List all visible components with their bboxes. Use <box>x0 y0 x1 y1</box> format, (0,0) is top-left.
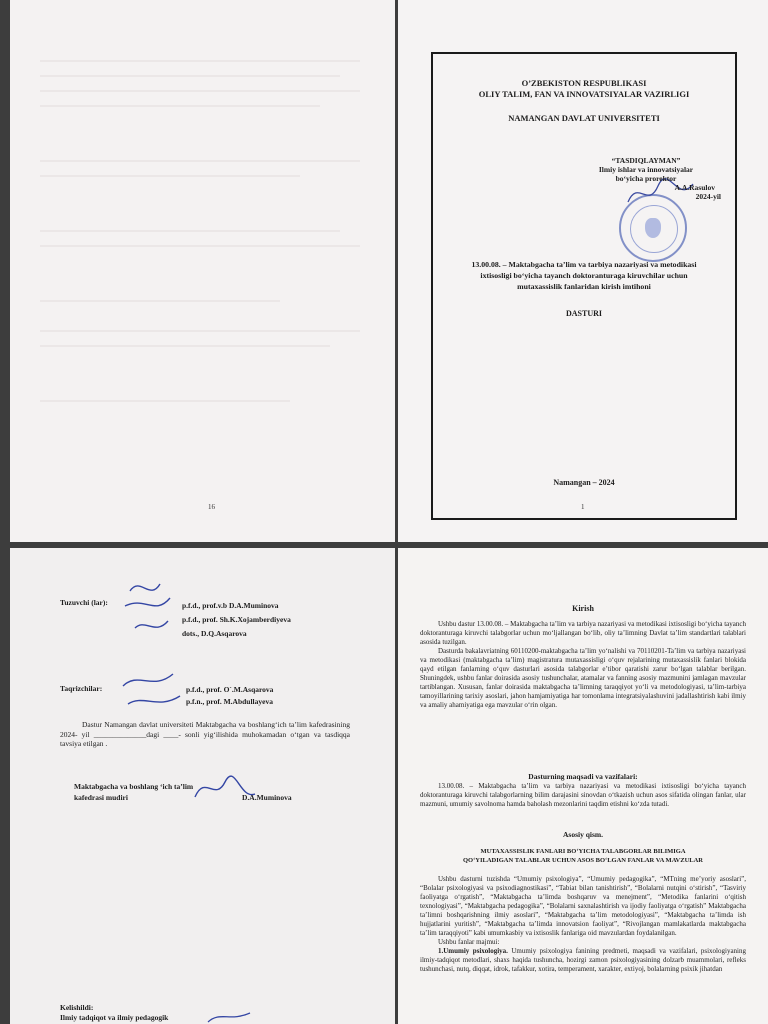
section-heading-1: MUTAXASSISLIK FANLARI BO‘YICHA TALABGORLAR BILIMIGA <box>480 848 686 855</box>
subject-line-2: ixtisosligi bo‘yicha tayanch doktoranturaga kiruvchilar uchun <box>480 271 688 280</box>
reviewers-label: Taqrizchilar: <box>60 684 103 693</box>
paragraph-4: Ushbu dasturni tuzishda “Umumiy psixologiya”, “Umumiy pedagogika”, “MTning me’yoriy asoslari”, “Bolalar psixologiyasi va psixodiagnostikasi”, “Tabiat bilan tanishtirish”, “Bolalarni nutqini o‘stirish”, “Tasviriy faoliyatga o‘rgatish”, “Maktabgacha ta’limda boshqaruv va menejment”, “Metodika fanlarini o‘qitish texnologiyasi”, “Maktabgacha pedagogika”, “Bolalarni saxnalashtirish va ijodiy faoliyatga o‘rgatish” Maktabgacha ta’limni boshqarishning ilmiy asoslari”, “Maktabgacha ta’lim metodologiyasi”, “Maktabgacha ta’limda ish hujjatlarini yuritish”, “Maktabgacha ta’limda innovatsion faoliyat”, “Rivojlangan mamlakatlarda maktabgacha ta’lim taraqqiyoti” kabi umumkasbiy va ixtisoslik fanlariga oid mavzulardan foydalanilgan. <box>420 875 746 937</box>
agreed-label: Kelishildi: <box>60 1003 94 1012</box>
paragraph-6-lead: 1.Umumiy psixologiya. <box>438 947 508 955</box>
reviewer-2: p.f.n., prof. M.Abdullayeva <box>186 697 273 706</box>
approval-line2: bo‘yicha prorektor <box>615 174 677 183</box>
paragraph-3: 13.00.08. – Maktabgacha ta’lim va tarbiya nazariyasi va metodikasi ixtisosligi bo‘yicha tayanch doktoranturaga kiruvchi talabgorlarning bilim darajasini sinovdan o‘tkazish uchun asos sifatida olingan fanlar, ular mazmuni, umumiy savolnoma hamda baholash mezonlarini taqdim etishni ko‘zda tutadi. <box>420 782 746 808</box>
page-number: 1 <box>581 503 585 511</box>
agreed-signature <box>205 1008 255 1024</box>
agreed-line: Ilmiy tadqiqot va ilmiy pedagogik <box>60 1013 169 1022</box>
compilers-signatures <box>110 576 190 646</box>
head-label-line1: Maktabgacha va boshlang ‘ich ta’lim <box>74 782 194 791</box>
head-label-line2: kafedrasi mudiri <box>74 793 128 802</box>
subject-line-3: mutaxassislik fanlaridan kirish imtihoni <box>517 282 651 291</box>
authors-page <box>10 548 395 1024</box>
title-page <box>398 0 768 542</box>
approval-block <box>571 156 721 201</box>
paragraph-6 <box>420 947 746 974</box>
left-page <box>10 0 395 542</box>
intro-heading: Kirish <box>572 604 594 613</box>
compiler-1: p.f.d., prof.v.b D.A.Muminova <box>182 601 279 610</box>
main-part-heading: Asosiy qism. <box>562 830 603 839</box>
paragraph-6-body: Umumiy psixologiya fanining predmeti, maqsadi va vazifalari, psixologiyaning ilmiy-tadqiqot metodlari, shaxs haqida tushuncha, hozirgi zamon psixologiyasining dolzarb muammolari, refleks tushunchasi, nutq, diqqat, idrok, tafakkur, xotira, temperament, xarakter, extiyoj, bolalarning psixik jihatdan <box>420 947 747 973</box>
ministry: OLIY TALIM, FAN VA INNOVATSIYALAR VAZIRLIGI <box>478 89 690 99</box>
goals-heading: Dasturning maqsadi va vazifalari: <box>528 772 638 781</box>
approval-text: Dastur Namangan davlat universiteti Maktabgacha va boshlang‘ich ta’lim kafedrasining 2024- yil ______________dagi ____- sonli yig‘ilishida muhokamadan o‘tgan va tasdiqqa tavsiya etilgan . <box>60 720 350 748</box>
subjects-text <box>420 875 746 974</box>
page-number: 16 <box>208 503 215 511</box>
approval-line1: Ilmiy ishlar va innovatsiyalar <box>598 165 694 174</box>
paragraph-2: Dasturda bakalavriatning 60110200-maktabgacha ta’lim yo‘nalishi va 70110201-Ta’lim va tarbiya nazariyasi va metodikasi (maktabgacha ta’lim) magistratura mutaxassisligi o‘quv rejalarining mutaxassislik fanlari blokida qayd etilgan fanlarning o‘quv dasturlari asosida talabgorlar e’tibor qaratishi zarur bo‘lgan talablar berilgan. Shuningdek, ushbu fanlar doirasida asosiy tushunchalar, atamalar va fanning asosiy mazmunini jamlagan mavzular tartiblangan. Xususan, fanlar doirasida maktabgacha ta’limning taraqqiyot yo‘li va metodologiyasi, ta’lim-tarbiya tamoyillarining tarixiy asoslari, jahon hamjamiyatiga har tomonlama integratsiyalashuvini jadallashtirish kabi ilmiy va amaliy ahamiyatiga ega mavzular o‘rin olgan. <box>420 647 746 709</box>
paragraph-5: Ushbu fanlar majmui: <box>438 938 500 946</box>
paragraph-1: Ushbu dastur 13.00.08. – Maktabgacha ta’lim va tarbiya nazariyasi va metodikasi ixtisosligi bo‘yicha tayanch doktoranturaga kiruvchi talabgorlar uchun mo‘ljallangan bo‘lib, oliy ta’limning Davlat ta’lim standartlari talablari asosida tuzilgan. <box>420 620 746 646</box>
university: NAMANGAN DAVLAT UNIVERSITETI <box>508 113 660 123</box>
title-frame <box>431 52 737 520</box>
head-name: D.A.Muminova <box>242 793 292 802</box>
approval-signer: A.A.Rasulov <box>674 183 715 192</box>
document-type: DASTURI <box>565 309 602 318</box>
subject-line-1: 13.00.08. – Maktabgacha ta’lim va tarbiya nazariyasi va metodikasi <box>471 260 697 269</box>
goals-text <box>420 782 746 809</box>
compiler-2: p.f.d., prof. Sh.K.Xojamberdiyeva <box>182 615 291 624</box>
intro-text <box>420 620 746 710</box>
country: O’ZBEKISTON RESPUBLIKASI <box>521 78 647 88</box>
compiler-3: dots., D.Q.Asqarova <box>182 629 247 638</box>
section-heading-2: QO‘YILADIGAN TALABLAR UCHUN ASOS BO‘LGAN FANLAR VA MAVZULAR <box>463 857 703 864</box>
reviewers-signatures <box>118 666 193 711</box>
reviewer-1: p.f.d., prof. O`.M.Asqarova <box>186 685 274 694</box>
intro-page <box>398 548 768 1024</box>
compilers-label: Tuzuvchi (lar): <box>60 598 108 607</box>
approval-year: 2024-yil <box>695 192 721 201</box>
place-year: Namangan – 2024 <box>553 478 615 487</box>
approval-title: “TASDIQLAYMAN” <box>611 156 681 165</box>
